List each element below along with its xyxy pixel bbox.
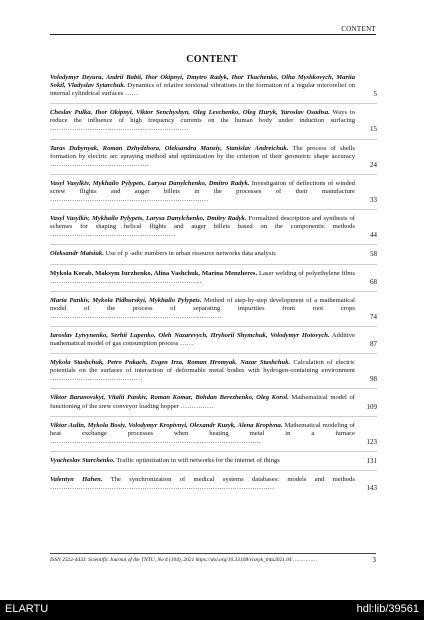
- toc-entry-authors: Valentyn Hahen.: [50, 476, 103, 483]
- toc-entry-page-number: 68: [370, 277, 377, 286]
- page-footer: [50, 557, 376, 563]
- toc-entry-page-number: 5: [373, 90, 377, 99]
- footer-page-number: 3: [372, 556, 376, 564]
- toc-entry-title: The process of shells formation by electric arc spraying method and optimization by the criterion of their geometric shape accuracy ………………………………………: [50, 144, 355, 168]
- toc-entry[interactable]: [50, 250, 377, 264]
- toc-entry-title: Dynamics of relative torsional vibrations in the formation of a regular microrelief on internal cylindrical surfaces ……: [50, 82, 355, 98]
- toc-entry[interactable]: [50, 297, 377, 327]
- toc-entry-authors: Mykola Stashchuk, Petro Pukach, Evgen Irza, Roman Hromyak, Nazar Stashchuk.: [50, 359, 291, 367]
- toc-entry[interactable]: [50, 359, 377, 389]
- toc-entry-page-number: 58: [370, 250, 377, 259]
- toc-entry-title: Laser welding of polyethylene films ……………………………………………………………: [50, 269, 355, 285]
- toc-entry-authors: Vyacheslav Starchenko.: [50, 456, 115, 464]
- toc-entry-title: Formalized description and synthesis of schemes for shaping helical flights and auger billets based on the componentic methods …………………………………………………: [50, 215, 355, 239]
- toc-entry-page-number: 74: [370, 312, 377, 321]
- toc-entry-page-number: 24: [370, 160, 377, 169]
- toc-entry-page-number: 109: [366, 402, 377, 411]
- header-rule: [50, 34, 376, 35]
- toc-entry-title: Use of p -adic numbers in urban resource networks data analysis: [105, 250, 276, 258]
- toc-entry-authors: Taras Dubynyak, Roman Dzhydzhora, Oleksandra Manziy, Stanislav Andreichuk.: [50, 144, 289, 152]
- toc-entry-title: Ways to reduce the influence of high frequency currents on the human body under induction surfacing ………………………………………………………: [50, 109, 356, 133]
- toc-entry[interactable]: [50, 476, 377, 497]
- toc-entry-title: Method of step-by-step development of a mathematical model of the process of separating impurities from root crops ……………………………………………………………………: [50, 296, 355, 320]
- viewer-status-bar: [0, 600, 424, 620]
- toc-entry-authors: Cheslav Pulka, Ihor Okipnyi, Viktor Senchyshyn, Oleg Levchenko, Oleg Huryk, Yaroslav Osadtsa.: [50, 109, 330, 117]
- running-head: CONTENT: [341, 25, 376, 33]
- toc-entry-authors: Viktor Aulin, Mykola Bosiy, Volodymyr Kropivnyi, Olexandr Kuzyk, Alena Kropivna.: [50, 421, 283, 429]
- toc-entry-authors: Vasyl Vasylkiv, Mykhailo Pylypets, Larysa Danylchenko, Dmitry Radyk.: [50, 215, 247, 223]
- toc-entry-title: Mathematical model of functioning of the srew conveyor loading hopper ……………: [50, 394, 355, 410]
- toc-entry[interactable]: [50, 109, 377, 139]
- toc-entry[interactable]: [50, 422, 377, 452]
- toc-entry-authors: Oleksandr Matsiuk.: [50, 250, 104, 258]
- toc-entry-title: Mathematical modeling of heat exchange processes when heating metal in a furnace ……………………………………………………………………………………: [50, 421, 355, 445]
- page-title: CONTENT: [186, 54, 238, 65]
- table-of-contents: [50, 74, 377, 502]
- footer-rule: [50, 553, 376, 554]
- repository-label[interactable]: ELARTU: [5, 603, 49, 615]
- toc-entry-page-number: 98: [370, 375, 377, 384]
- toc-entry[interactable]: [50, 332, 377, 354]
- toc-entry-title: Traffic optimization in wifi networks for the internet of things: [116, 456, 280, 464]
- toc-entry-page-number: 33: [370, 196, 377, 205]
- toc-entry-page-number: 123: [366, 437, 377, 446]
- toc-entry-authors: Mykola Korab, Maksym Iurzhenko, Alina Vashchuk, Marina Menzheres.: [50, 269, 258, 277]
- toc-entry-authors: Iaroslav Lytvynenko, Serhii Lupenko, Oleh Nazarevych, Hryhorii Shymchuk, Volodymyr Hotovych.: [50, 331, 330, 339]
- toc-entry-page-number: 15: [370, 125, 377, 134]
- handle-label[interactable]: hdl:lib/39561: [356, 603, 419, 615]
- toc-entry[interactable]: [50, 270, 377, 292]
- toc-entry-title: Calculation of electric potentials on the surfaces of interaction of deformable metal bodies with hydrogen-containing environment ……………………………………: [50, 359, 355, 383]
- toc-entry-page-number: 87: [370, 340, 377, 349]
- toc-entry-title: Investigation of deflections of winded screw flights and auger billets in the processes of their manufacture ………………………………………………………………: [50, 179, 355, 204]
- toc-entry[interactable]: [50, 145, 377, 175]
- toc-entry-title: The synchronization of medical systems databases: models and methods …………………………………………………………………………………………: [50, 476, 355, 492]
- toc-entry[interactable]: [50, 457, 377, 471]
- toc-entry-authors: Viktor Baranovskyi, Vitalii Pankiv, Roman Komar, Bohdan Berezhenko, Oleg Korol.: [50, 394, 289, 402]
- toc-entry-title: Additive mathematical model of gas consumption process ……: [50, 331, 355, 348]
- toc-entry-authors: Volodymyr Dzyura, Andrii Babii, Ihor Okipnyi, Dmytro Radyk, Ihor Tkachenko, Olha Myshkovych, Mariia Sokil, Vladyslav Sytarchuk.: [50, 74, 355, 90]
- toc-entry[interactable]: [50, 215, 377, 245]
- toc-entry-page-number: 143: [366, 484, 377, 493]
- footer-citation: ISSN 2522-4433. Scientific Journal of the TNTU, No 4 (104), 2021 https://doi.org/10.33108/visnyk_tntu2021.04 ……………: [50, 557, 317, 563]
- toc-entry-page-number: 44: [370, 231, 377, 240]
- toc-entry-authors: Vasyl Vasylkiv, Mykhailo Pylypets, Larysa Danylchenko, Dmitro Radyk.: [50, 179, 250, 187]
- toc-entry-authors: Maria Pankiv, Mykola Pidhurskyi, Mykhailo Pylypets.: [50, 296, 202, 304]
- toc-entry[interactable]: [50, 74, 377, 104]
- toc-entry[interactable]: [50, 394, 377, 416]
- toc-entry-page-number: 131: [366, 456, 377, 465]
- toc-entry[interactable]: [50, 180, 377, 210]
